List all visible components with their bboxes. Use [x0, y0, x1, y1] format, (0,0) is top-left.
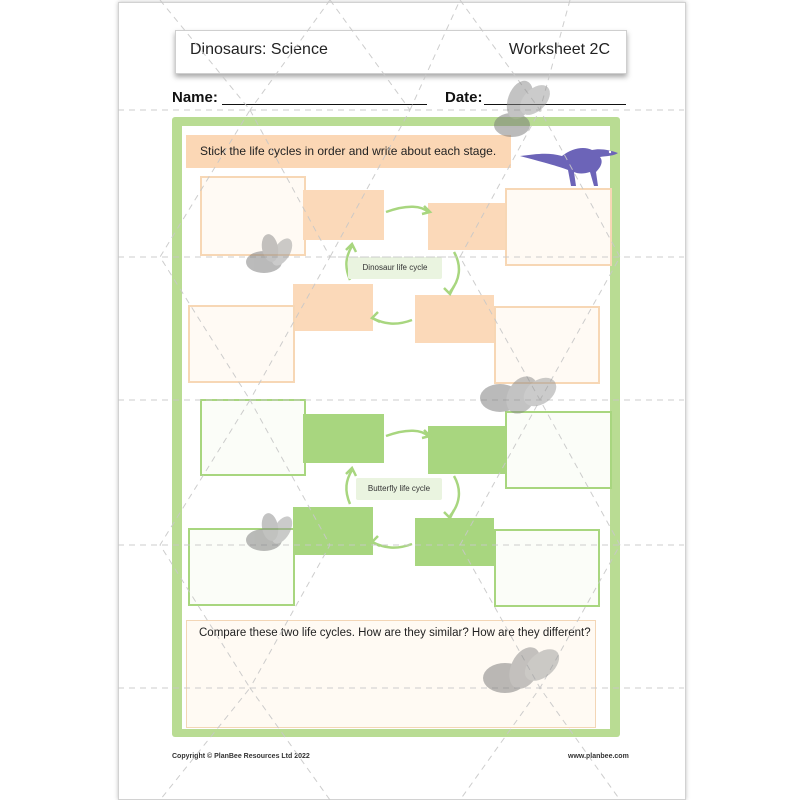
name-label: Name:	[172, 89, 218, 106]
date-label: Date:	[445, 89, 483, 106]
dinosaur-writing-box-3[interactable]	[188, 305, 295, 383]
butterfly-writing-box-4[interactable]	[494, 529, 600, 607]
butterfly-writing-box-1[interactable]	[200, 399, 306, 476]
title-bar	[175, 30, 627, 74]
dinosaur-writing-box-1[interactable]	[200, 176, 306, 256]
dinosaur-cycle-label: Dinosaur life cycle	[348, 257, 442, 279]
butterfly-writing-box-2[interactable]	[505, 411, 612, 489]
copyright-text: Copyright © PlanBee Resources Ltd 2022	[172, 753, 310, 760]
website-text: www.planbee.com	[568, 753, 629, 760]
instruction-banner: Stick the life cycles in order and write about each stage.	[186, 135, 511, 168]
dinosaur-writing-box-4[interactable]	[494, 306, 600, 384]
compare-writing-box[interactable]	[186, 620, 596, 728]
dinosaur-writing-box-2[interactable]	[505, 188, 612, 266]
compare-prompt: Compare these two life cycles. How are they similar? How are they different?	[199, 627, 591, 639]
dinosaur-icon	[518, 140, 622, 190]
worksheet-number: Worksheet 2C	[508, 41, 610, 58]
name-line[interactable]	[222, 104, 427, 105]
butterfly-cycle-label: Butterfly life cycle	[356, 478, 442, 500]
worksheet-title: Dinosaurs: Science	[190, 41, 328, 58]
butterfly-writing-box-3[interactable]	[188, 528, 295, 606]
date-line[interactable]	[484, 104, 626, 105]
